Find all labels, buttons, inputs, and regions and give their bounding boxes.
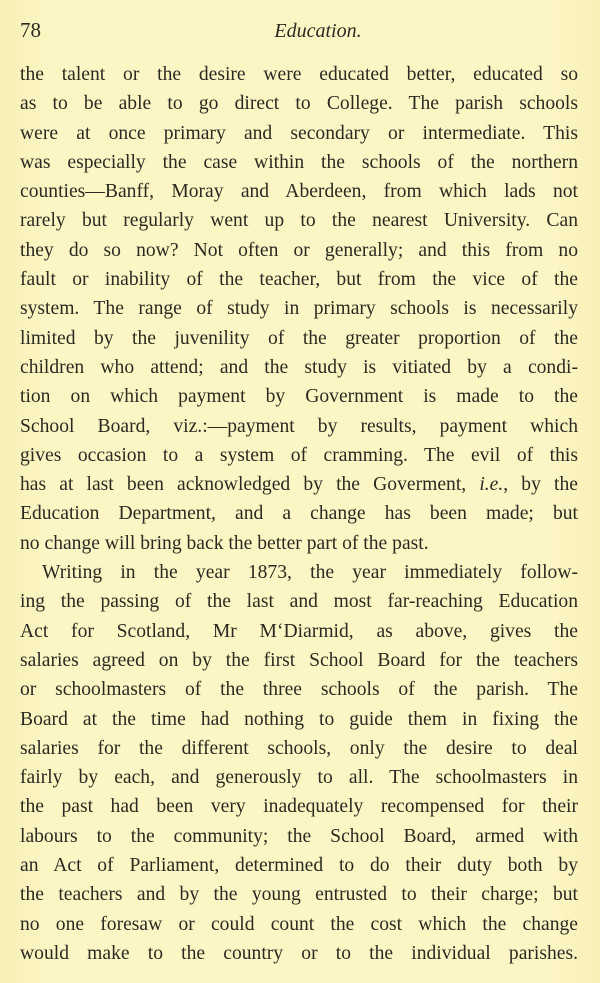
text-line: the talent or the desire were educated better, educated so [20, 64, 578, 85]
text-line: Act for Scotland, Mr M‘Diarmid, as above, gives the [20, 620, 578, 642]
text-line: salaries agreed on by the first School Board for the teachers [20, 649, 578, 671]
text-line: system. The range of study in primary schools is necessarily [20, 298, 578, 320]
text-line: labours to the community; the School Board, armed with [20, 825, 578, 847]
text-line: limited by the juvenility of the greater proportion of the [20, 327, 578, 349]
text-line: Board at the time had nothing to guide them in fixing the [20, 708, 578, 730]
page-number: 78 [20, 18, 41, 42]
text-line: counties—Banff, Moray and Aberdeen, from which lads not [20, 181, 578, 203]
text-line: children who attend; and the study is vitiated by a condi- [20, 356, 578, 378]
italic-abbreviation: i.e. [479, 474, 504, 496]
text-line: was especially the case within the schools of the northern [20, 151, 578, 173]
text-line: no change will bring back the better part of the past. [20, 532, 429, 554]
text-line: no one foresaw or could count the cost which the change [20, 913, 578, 935]
text-line: would make to the country or to the individual parishes. [20, 942, 578, 964]
text-line: as to be able to go direct to College. The parish schools [20, 93, 578, 115]
text-line: the teachers and by the young entrusted to their charge; but [20, 884, 578, 906]
text-line: School Board, viz.:—payment by results, payment which [20, 415, 578, 437]
text-line: Education Department, and a change has been made; but [20, 503, 578, 525]
text-line: rarely but regularly went up to the nearest University. Can [20, 210, 578, 232]
text-line: they do so now? Not often or generally; and this from no [20, 239, 578, 261]
running-head: Education. [274, 20, 362, 42]
text-line: gives occasion to a system of cramming. The evil of this [20, 444, 578, 466]
text-line: fault or inability of the teacher, but from the vice of the [20, 269, 578, 291]
text-line: tion on which payment by Government is made to the [20, 386, 578, 408]
page-header [20, 18, 576, 46]
text-line: has at last been acknowledged by the Goverment, i.e., by the [20, 474, 578, 496]
text-line: salaries for the different schools, only the desire to deal [20, 737, 578, 759]
text-line: were at once primary and secondary or intermediate. This [20, 122, 578, 144]
text-line: the past had been very inadequately recompensed for their [20, 796, 578, 818]
text-line: an Act of Parliament, determined to do their duty both by [20, 855, 578, 877]
text-line: or schoolmasters of the three schools of the parish. The [20, 679, 578, 701]
text-line: ing the passing of the last and most far-reaching Education [20, 591, 578, 613]
text-line: Writing in the year 1873, the year immediately follow- [42, 562, 578, 584]
body-text [20, 60, 578, 968]
text-line: fairly by each, and generously to all. The schoolmasters in [20, 767, 578, 789]
